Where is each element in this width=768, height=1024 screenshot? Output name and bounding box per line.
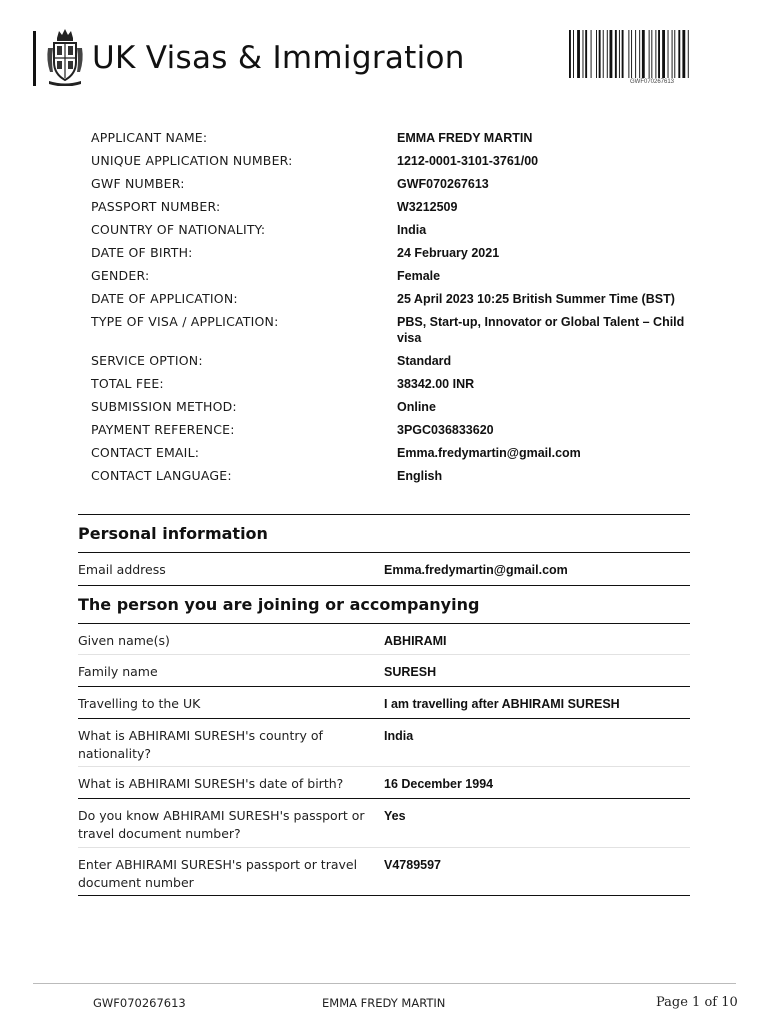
barcode-icon	[567, 30, 737, 82]
detail-row	[78, 553, 690, 586]
summary-label: PAYMENT REFERENCE:	[91, 422, 235, 437]
detail-label: Given name(s)	[78, 633, 170, 648]
summary-value: Standard	[397, 354, 452, 368]
summary-label: GENDER:	[91, 268, 150, 283]
summary-value: GWF070267613	[397, 177, 489, 191]
footer-gwf-number: GWF070267613	[93, 996, 186, 1010]
joining-heading: The person you are joining or accompanying	[78, 586, 690, 624]
footer-applicant-name: EMMA FREDY MARTIN	[322, 996, 446, 1010]
barcode-bar	[631, 30, 632, 78]
summary-value: Online	[397, 400, 436, 414]
barcode-bar	[615, 30, 617, 78]
barcode-bar	[674, 30, 675, 78]
barcode-bar	[596, 30, 597, 78]
barcode-bar	[603, 30, 604, 78]
barcode-bar	[688, 30, 689, 78]
summary-label: DATE OF BIRTH:	[91, 245, 193, 260]
summary-value: Female	[397, 269, 441, 283]
detail-row	[78, 719, 690, 767]
barcode-bar	[619, 30, 620, 78]
detail-value: ABHIRAMI	[384, 634, 447, 648]
summary-label: COUNTRY OF NATIONALITY:	[91, 222, 266, 237]
personal-information-section	[78, 553, 690, 586]
summary-value: Emma.fredymartin@gmail.com	[397, 446, 581, 460]
detail-value: SURESH	[384, 665, 437, 679]
summary-row	[91, 291, 697, 307]
barcode-bar	[628, 30, 629, 78]
summary-value: 1212-0001-3101-3761/00	[397, 154, 539, 168]
detail-value: V4789597	[384, 858, 442, 872]
barcode-bar	[591, 30, 592, 78]
detail-row	[78, 624, 690, 655]
detail-label: What is ABHIRAMI SURESH's country of nationality?	[78, 728, 323, 761]
detail-value: Yes	[384, 809, 406, 823]
barcode-bar	[678, 30, 680, 78]
joining-section	[78, 624, 690, 896]
summary-row	[91, 245, 697, 261]
summary-label: SUBMISSION METHOD:	[91, 399, 237, 414]
summary-label: APPLICANT NAME:	[91, 130, 208, 145]
barcode-bar	[642, 30, 645, 78]
summary-row	[91, 176, 697, 192]
barcode-bar	[649, 30, 650, 78]
detail-value: 16 December 1994	[384, 777, 494, 791]
barcode-bar	[658, 30, 660, 78]
summary-row	[91, 399, 697, 415]
summary-value: 3PGC036833620	[397, 423, 494, 437]
barcode-bar	[585, 30, 587, 78]
summary-row	[91, 353, 697, 369]
summary-row	[91, 222, 697, 238]
summary-label: SERVICE OPTION:	[91, 353, 203, 368]
detail-label: What is ABHIRAMI SURESH's date of birth?	[78, 776, 344, 791]
summary-label: UNIQUE APPLICATION NUMBER:	[91, 153, 293, 168]
barcode-bar	[610, 30, 613, 78]
barcode-bar	[662, 30, 665, 78]
summary-value: EMMA FREDY MARTIN	[397, 131, 533, 145]
barcode-bar	[651, 30, 652, 78]
barcode-bar	[682, 30, 685, 78]
footer-divider	[33, 983, 736, 984]
barcode-bar	[573, 30, 574, 78]
summary-label: TYPE OF VISA / APPLICATION:	[91, 314, 279, 329]
summary-label: GWF NUMBER:	[91, 176, 185, 191]
footer-page-number: Page 1 of 10	[656, 995, 738, 1010]
summary-value: PBS, Start-up, Innovator or Global Talent – Child visa	[397, 315, 685, 345]
detail-value: Emma.fredymartin@gmail.com	[384, 563, 568, 577]
application-details	[78, 514, 690, 896]
summary-label: CONTACT EMAIL:	[91, 445, 200, 460]
personal-information-heading: Personal information	[78, 514, 690, 553]
summary-row	[91, 376, 697, 392]
summary-label: TOTAL FEE:	[91, 376, 164, 391]
barcode-bar	[599, 30, 601, 78]
barcode-text: GWF070267613	[629, 79, 675, 85]
detail-value: I am travelling after ABHIRAMI SURESH	[384, 697, 620, 711]
detail-label: Travelling to the UK	[78, 696, 201, 711]
barcode-bar	[655, 30, 656, 78]
detail-label: Email address	[78, 562, 166, 577]
detail-value: India	[384, 729, 414, 743]
summary-row	[91, 314, 697, 346]
summary-row	[91, 199, 697, 215]
barcode-bar	[569, 30, 571, 78]
barcode-bar	[635, 30, 636, 78]
barcode-bar	[622, 30, 624, 78]
detail-row	[78, 655, 690, 687]
summary-value: India	[397, 223, 427, 237]
barcode-bar	[577, 30, 580, 78]
summary-value: 38342.00 INR	[397, 377, 475, 391]
barcode-bar	[672, 30, 673, 78]
detail-label: Do you know ABHIRAMI SURESH's passport or travel document number?	[78, 808, 365, 841]
brand-bar	[33, 31, 36, 86]
brand-title: UK Visas & Immigration	[92, 40, 465, 76]
summary-value: W3212509	[397, 200, 458, 214]
page-header	[0, 0, 768, 100]
detail-label: Family name	[78, 664, 158, 679]
summary-label: PASSPORT NUMBER:	[91, 199, 221, 214]
royal-crest-icon	[46, 28, 84, 86]
summary-row	[91, 268, 697, 284]
summary-row	[91, 422, 697, 438]
summary-row	[91, 130, 697, 146]
summary-row	[91, 153, 697, 169]
detail-row	[78, 767, 690, 799]
summary-row	[91, 445, 697, 461]
barcode-bar	[583, 30, 584, 78]
summary-row	[91, 468, 697, 484]
barcode-bar	[668, 30, 669, 78]
detail-label: Enter ABHIRAMI SURESH's passport or travel document number	[78, 857, 358, 890]
summary-label: DATE OF APPLICATION:	[91, 291, 238, 306]
summary-value: English	[397, 469, 443, 483]
barcode-bar	[607, 30, 608, 78]
detail-row	[78, 687, 690, 719]
summary-value: 24 February 2021	[397, 246, 500, 260]
detail-row	[78, 799, 690, 848]
summary-value: 25 April 2023 10:25 British Summer Time (BST)	[397, 292, 675, 306]
summary-label: CONTACT LANGUAGE:	[91, 468, 232, 483]
detail-row	[78, 848, 690, 896]
barcode-bar	[639, 30, 640, 78]
